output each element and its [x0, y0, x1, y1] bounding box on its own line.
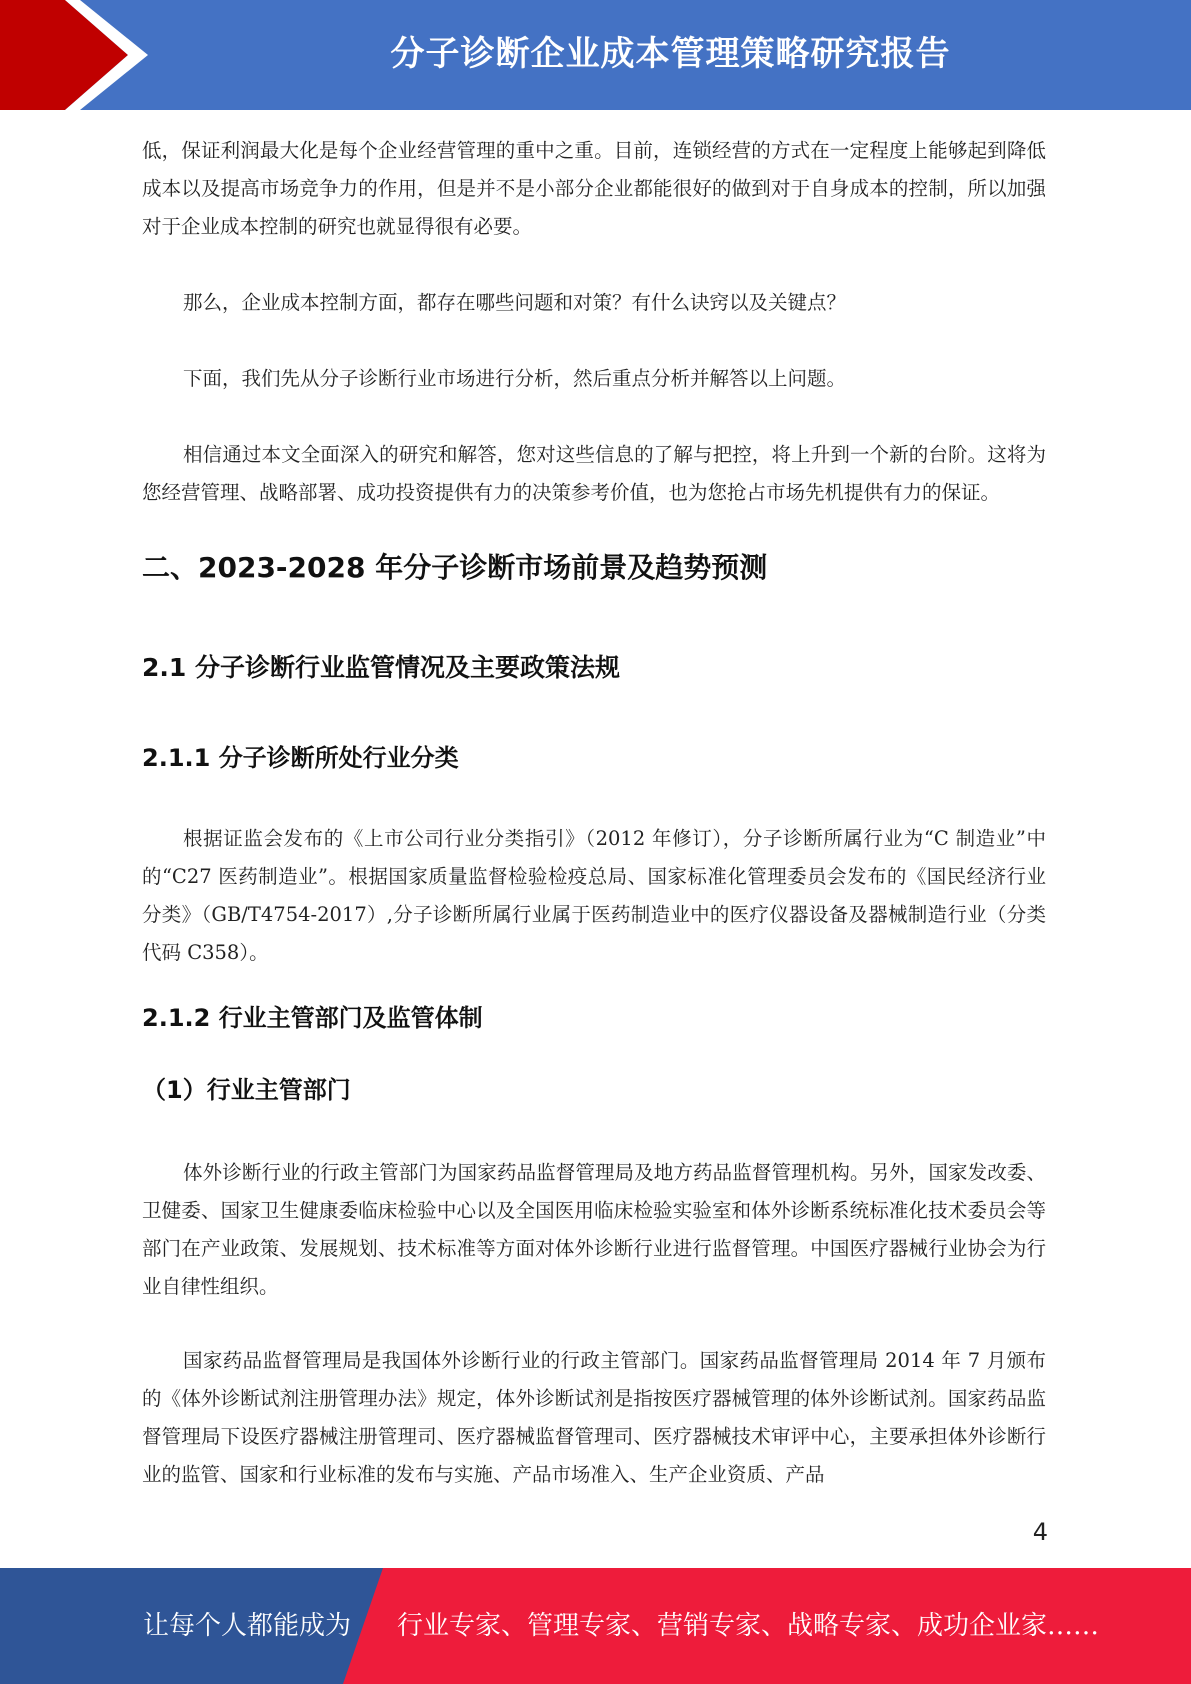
paragraph: 相信通过本文全面深入的研究和解答，您对这些信息的了解与把控，将上升到一个新的台阶。这将为您经营管理、战略部署、成功投资提供有力的决策参考价值，也为您抢占市场先机提供有力的保证。 — [142, 443, 1046, 504]
subsubsection-heading: 2.1.2 行业主管部门及监管体制 — [142, 1004, 483, 1032]
report-title: 分子诊断企业成本管理策略研究报告 — [390, 34, 951, 74]
subsubsection-heading: 2.1.1 分子诊断所处行业分类 — [142, 744, 459, 772]
paragraph: 根据证监会发布的《上市公司行业分类指引》（2012 年修订），分子诊断所属行业为“C 制造业”中的“C27 医药制造业”。根据国家质量监督检验检疫总局、国家标准化管理委员会发布的《国民经济行业分类》（GB/T4754-2017）,分子诊断所属行业属于医药制造业中的医疗仪器设备及器械制造行业（分类代码 C358）。 — [142, 827, 1046, 964]
paragraph: 下面，我们先从分子诊断行业市场进行分析，然后重点分析并解答以上问题。 — [183, 367, 847, 390]
paragraph: 国家药品监督管理局是我国体外诊断行业的行政主管部门。国家药品监督管理局 2014 年 7 月颁布的《体外诊断试剂注册管理办法》规定，体外诊断试剂是指按医疗器械管理的体外诊断试剂。国家药品监督管理局下设医疗器械注册管理司、医疗器械监督管理司、医疗器械技术审评中心，主要承担体外诊断行业的监管、国家和行业标准的发布与实施、产品市场准入、生产企业资质、产品 — [142, 1349, 1046, 1486]
document-body — [142, 132, 1046, 1494]
subsection-heading: 2.1 分子诊断行业监管情况及主要政策法规 — [142, 653, 620, 682]
page-number: 4 — [1032, 1518, 1048, 1546]
item-heading: （1）行业主管部门 — [142, 1076, 351, 1104]
page-footer — [0, 1568, 1191, 1684]
section-heading: 二、2023-2028 年分子诊断市场前景及趋势预测 — [142, 551, 768, 584]
footer-slogan-left: 让每个人都能成为 — [143, 1611, 352, 1641]
footer-slogan-right: 行业专家、管理专家、营销专家、战略专家、成功企业家…… — [397, 1611, 1100, 1641]
paragraph: 体外诊断行业的行政主管部门为国家药品监督管理局及地方药品监督管理机构。另外，国家发改委、卫健委、国家卫生健康委临床检验中心以及全国医用临床检验实验室和体外诊断系统标准化技术委员会等部门在产业政策、发展规划、技术标准等方面对体外诊断行业进行监督管理。中国医疗器械行业协会为行业自律性组织。 — [142, 1161, 1046, 1298]
paragraph: 那么，企业成本控制方面，都存在哪些问题和对策？有什么诀窍以及关键点？ — [183, 291, 847, 314]
paragraph: 低，保证利润最大化是每个企业经营管理的重中之重。目前，连锁经营的方式在一定程度上能够起到降低成本以及提高市场竞争力的作用，但是并不是小部分企业都能很好的做到对于自身成本的控制，所以加强对于企业成本控制的研究也就显得很有必要。 — [142, 139, 1046, 238]
page-header — [0, 0, 1191, 110]
